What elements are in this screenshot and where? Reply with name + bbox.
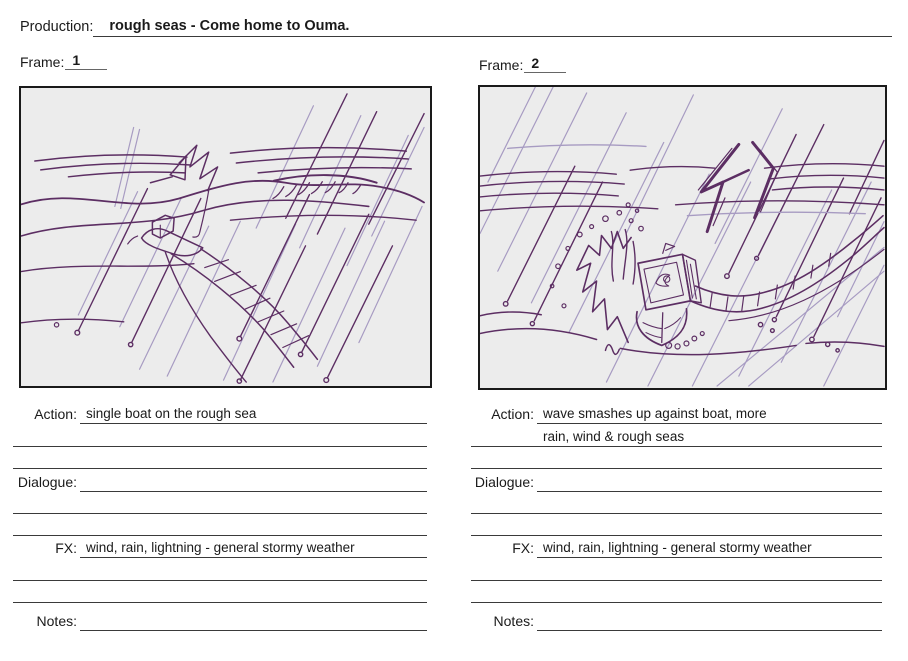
frame-1-panel	[19, 86, 432, 388]
lightning-bolt	[150, 145, 217, 237]
fx-label: FX:	[512, 540, 534, 556]
action-value-line2	[13, 444, 427, 447]
frame-number: 1	[65, 52, 107, 70]
production-value: rough seas - Come home to Ouma.	[93, 18, 892, 37]
action-label: Action:	[34, 406, 77, 422]
splash-drawing	[550, 203, 643, 343]
frame-number: 2	[524, 55, 566, 73]
dialogue-value	[80, 489, 427, 492]
ruled-line	[13, 581, 427, 603]
ruled-line	[464, 424, 882, 447]
ruled-line	[464, 492, 882, 514]
frame-2-sketch	[480, 87, 885, 388]
frame-2-fields	[464, 402, 882, 631]
boat-drawing	[128, 215, 318, 382]
notes-label: Notes:	[36, 613, 77, 629]
frame-1-header	[20, 52, 107, 70]
frame-1-sketch	[21, 88, 430, 386]
rain-lines-dark	[503, 125, 884, 352]
rain-lines-light	[480, 87, 884, 386]
action-value: wave smashes up against boat, more	[537, 406, 882, 424]
notes-row	[464, 603, 882, 631]
wind-streaks	[480, 145, 884, 216]
ruled-line	[464, 581, 882, 603]
ruled-line	[13, 447, 427, 469]
notes-row	[13, 603, 427, 631]
ruled-line	[13, 424, 427, 447]
action-value: single boat on the rough sea	[80, 406, 427, 424]
frame-2-header	[479, 55, 566, 73]
ruled-line	[13, 558, 427, 581]
action-label: Action:	[491, 406, 534, 422]
production-row	[20, 18, 892, 37]
dialogue-row	[13, 469, 427, 492]
ruled-line	[464, 558, 882, 581]
action-value-line2: rain, wind & rough seas	[471, 429, 882, 447]
production-label: Production:	[20, 19, 94, 35]
rain-lines-dark	[75, 94, 424, 383]
fx-value: wind, rain, lightning - general stormy weather	[537, 540, 882, 558]
ruled-line	[464, 514, 882, 536]
notes-value	[537, 628, 882, 631]
ruled-line	[464, 447, 882, 469]
wind-streaks	[35, 148, 411, 177]
notes-label: Notes:	[493, 613, 534, 629]
fx-row	[464, 536, 882, 558]
ruled-line	[13, 492, 427, 514]
wave-band	[690, 216, 884, 321]
rain-lines-light	[78, 106, 424, 382]
fx-value: wind, rain, lightning - general stormy weather	[80, 540, 427, 558]
dialogue-value	[537, 489, 882, 492]
dialogue-label: Dialogue:	[474, 474, 534, 490]
lightning-bolt	[698, 142, 777, 231]
frame-label: Frame:	[20, 54, 65, 70]
frame-2-panel	[478, 85, 887, 390]
frame-1-fields	[13, 402, 427, 631]
fx-row	[13, 536, 427, 558]
action-row	[464, 402, 882, 424]
frame-label: Frame:	[479, 57, 524, 73]
notes-value	[80, 628, 427, 631]
boat-drawing	[637, 243, 705, 349]
ruled-line	[13, 514, 427, 536]
dialogue-row	[464, 469, 882, 492]
fx-label: FX:	[55, 540, 77, 556]
dialogue-label: Dialogue:	[17, 474, 77, 490]
action-row	[13, 402, 427, 424]
